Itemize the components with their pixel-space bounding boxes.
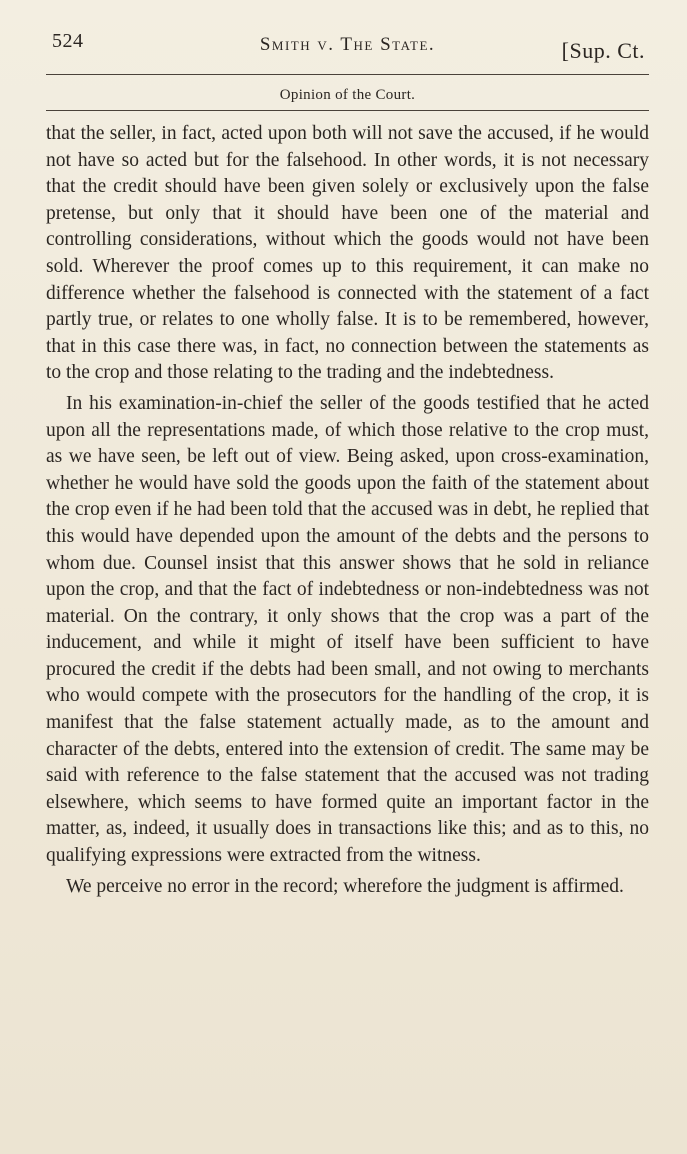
running-head xyxy=(46,24,649,68)
court-abbreviation: [Sup. Ct. xyxy=(561,38,645,63)
page-number: 524 xyxy=(52,30,84,52)
opinion-text xyxy=(46,121,649,900)
paragraph-conclusion: We perceive no error in the record; wherefore the judgment is affirmed. xyxy=(66,875,624,897)
subheading-rule xyxy=(46,110,649,111)
section-subheading: Opinion of the Court. xyxy=(279,87,416,103)
case-title: Smith v. The State. xyxy=(259,34,436,55)
paragraph: In his examination-in-chief the seller of the goods testified that he acted upon all the representations made, of which those relative to the crop must, as we have seen, be left out of view. Being asked, upon cross-examination, whether he would have sold the goods upon the faith of the statement about the crop even if he had been told that the accused was in debt, he replied that this would have depended upon the amount of the debts and the persons to whom due. Counsel insist that this answer shows that he sold in reliance upon the crop, and that the fact of indebtedness or non-indebtedness was not material. On the contrary, it only shows that the crop was a part of the inducement, and while it might of itself have been sufficient to have procured the credit if the debts had been small, and not owing to merchants who would compete with the prosecutors for the handling of the crop, it is manifest that the false statement actually made, as to the amount and character of the debts, entered into the extension of credit. The same may be said with reference to the false statement that the accused was not trading elsewhere, which seems to have formed quite an important factor in the matter, as, indeed, it usually does in transactions like this; and as to this, no qualifying expressions were extracted from the witness. xyxy=(46,392,649,867)
paragraph-continued: that the seller, in fact, acted upon both will not save the accused, if he would not have so acted but for the falsehood. In other words, it is not necessary that the credit should have been given solely or exclusively upon the false pretense, but only that it should have been one of the material and controlling considerations, without which the goods would not have been sold. Wherever the proof comes up to this requirement, it can make no difference whether the falsehood is connected with the statement of a fact partly true, or relates to one wholly false. It is to be remembered, however, that in this case there was, in fact, no connection between the statements as to the crop and those relating to the trading and the indebtedness. xyxy=(46,123,649,384)
